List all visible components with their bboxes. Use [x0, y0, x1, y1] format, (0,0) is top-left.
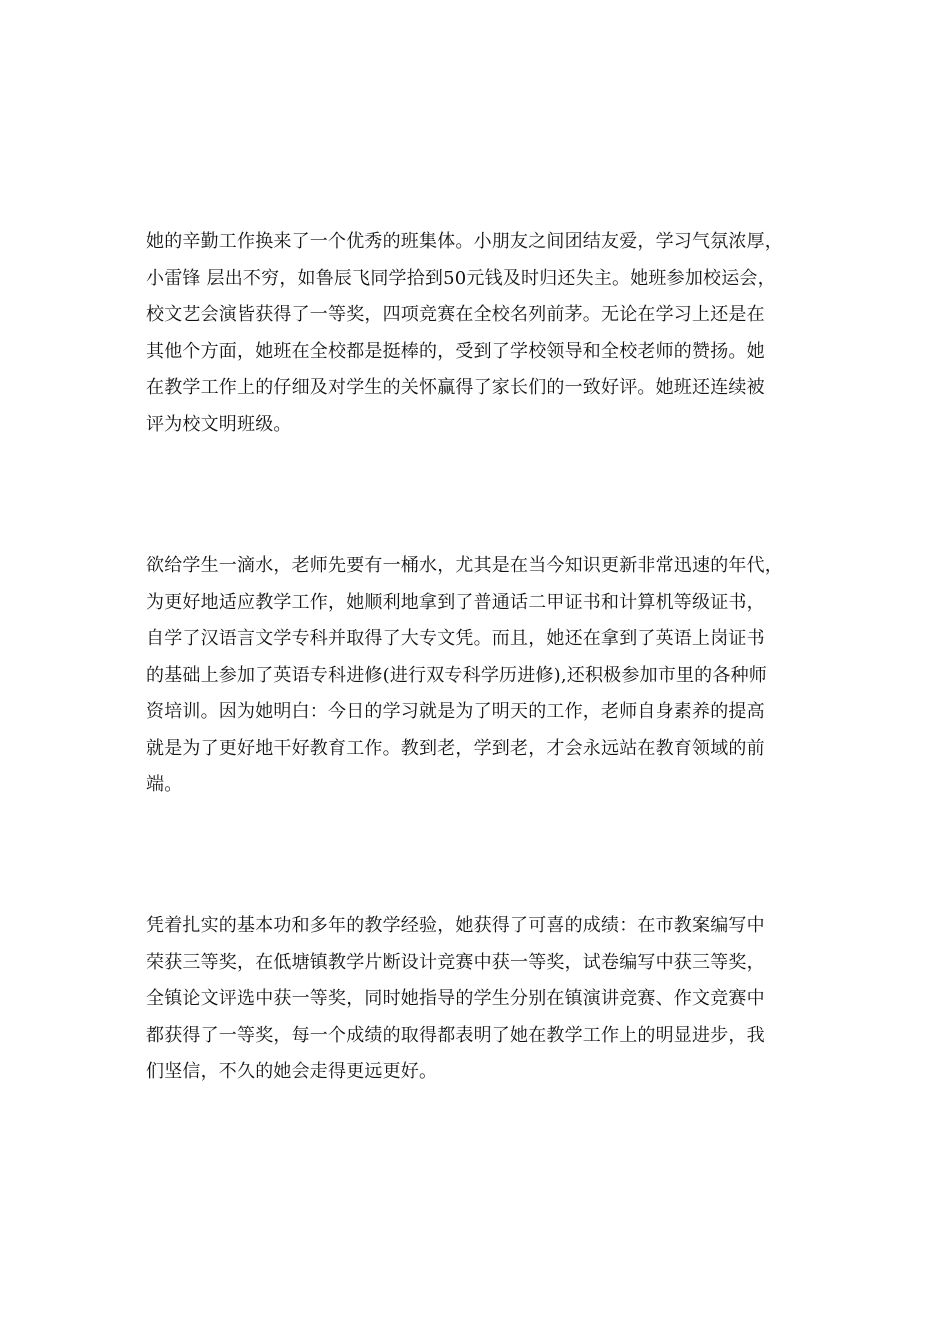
- text-line: 的基础上参加了英语专科进修(进行双专科学历进修),还积极参加市里的各种师: [146, 664, 767, 686]
- text-line: 端。: [146, 774, 183, 795]
- text-line: 她的辛勤工作换来了一个优秀的班集体。小朋友之间团结友爱，学习气氛浓厚，: [146, 231, 783, 252]
- text-line: 荣获三等奖，在低塘镇教学片断设计竞赛中获一等奖，试卷编写中获三等奖，: [146, 951, 765, 973]
- text-line: 其他个方面，她班在全校都是挺棒的，受到了学校领导和全校老师的赞扬。她: [146, 340, 765, 362]
- paragraph-self-study: [146, 548, 826, 804]
- text-line: 全镇论文评选中获一等奖，同时她指导的学生分别在镇演讲竞赛、作文竞赛中: [146, 988, 765, 1009]
- paragraph-awards: [146, 908, 826, 1091]
- text-line: 为更好地适应教学工作，她顺利地拿到了普通话二甲证书和计算机等级证书，: [146, 591, 765, 613]
- text-line: 校文艺会演皆获得了一等奖，四项竞赛在全校名列前茅。无论在学习上还是在: [146, 304, 765, 325]
- text-line: 们坚信，不久的她会走得更远更好。: [146, 1061, 438, 1082]
- text-line: 就是为了更好地干好教育工作。教到老，学到老，才会永远站在教育领域的前: [146, 737, 765, 759]
- text-line: 都获得了一等奖，每一个成绩的取得都表明了她在教学工作上的明显进步，我: [146, 1024, 765, 1046]
- text-line: 凭着扎实的基本功和多年的教学经验，她获得了可喜的成绩：在市教案编写中: [146, 915, 765, 936]
- text-line: 欲给学生一滴水，老师先要有一桶水，尤其是在当今知识更新非常迅速的年代，: [146, 555, 783, 576]
- text-line: 评为校文明班级。: [146, 413, 292, 435]
- text-line: 自学了汉语言文学专科并取得了大专文凭。而且，她还在拿到了英语上岗证书: [146, 628, 765, 649]
- text-line: 小雷锋 层出不穷，如鲁辰飞同学拾到50元钱及时归还失主。她班参加校运会，: [146, 267, 776, 289]
- text-line: 资培训。因为她明白：今日的学习就是为了明天的工作，老师自身素养的提高: [146, 701, 765, 722]
- text-line: 在教学工作上的仔细及对学生的关怀赢得了家长们的一致好评。她班还连续被: [146, 377, 765, 398]
- paragraph-class-achievements: [146, 224, 826, 443]
